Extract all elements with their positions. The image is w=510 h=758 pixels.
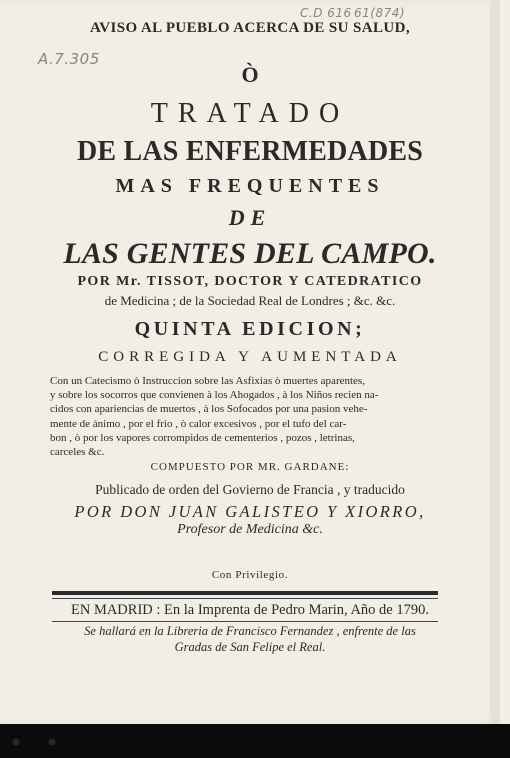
imprint: EN MADRID : En la Imprenta de Pedro Marin, Año de 1790. [70,602,429,618]
body-line: bon , ò por los vapores corrompidos de cementerios , pozos , letrinas, [50,431,355,444]
title-gentes-del-campo: LAS GENTES DEL CAMPO. [63,237,437,270]
compuesto-por: COMPUESTO POR MR. GARDANE: [150,461,350,473]
header-aviso: AVISO AL PUEBLO ACERCA DE SU SALUD, [89,20,411,36]
imprint-rule [52,621,438,622]
privilegio: Con Privilegio. [211,569,289,581]
handwritten-shelfmark: A.7.305 [38,50,100,68]
publicado-de-orden: Publicado de orden del Govierno de Francia , y traducido [95,482,405,497]
libreria-line-1: Se hallará en la Libreria de Francisco Fernandez , enfrente de las [84,624,416,638]
body-line: carceles &c. [50,446,105,459]
body-line: y sobre los socorros que convienen à los Ahogados , à los Niños recien na- [50,389,379,402]
body-line: cidos con apariencias de muertos , à los Sofocados por una pasion vehe- [50,403,368,416]
title-enfermedades: DE LAS ENFERMEDADES [76,136,424,167]
body-paragraph [50,374,440,459]
double-rule-thin [52,598,438,599]
bottom-dots [0,738,510,746]
o-conjunction: Ò [241,62,259,87]
bottom-bar [0,724,510,758]
body-line: Con un Catecismo ò Instruccion sobre las Asfixias ò muertes aparentes, [50,375,365,387]
translator: POR DON JUAN GALISTEO Y XIORRO, [74,502,426,521]
double-rule [52,591,438,595]
body-line: mente de ánimo , por el frio , ò calor excesivos , por el tufo del car- [50,417,347,430]
title-tratado: TRATADO [150,98,350,129]
author-line-2: de Medicina ; de la Sociedad Real de Londres ; &c. &c. [104,293,396,308]
handwritten-catalog-number: C.D 616 [300,6,352,20]
translator-title: Profesor de Medicina &c. [177,522,323,537]
corregida-y-aumentada: CORREGIDA Y AUMENTADA [98,349,402,365]
title-mas-frequentes: MAS FREQUENTES [115,175,385,197]
handwritten-catalog-number-2: 61(874) [354,6,406,20]
edition: QUINTA EDICION; [134,318,366,340]
author-line-1: POR Mr. TISSOT, DOCTOR Y CATEDRATICO [77,274,423,289]
libreria-line-2: Gradas de San Felipe el Real. [174,640,326,654]
title-de: DE [228,205,272,230]
